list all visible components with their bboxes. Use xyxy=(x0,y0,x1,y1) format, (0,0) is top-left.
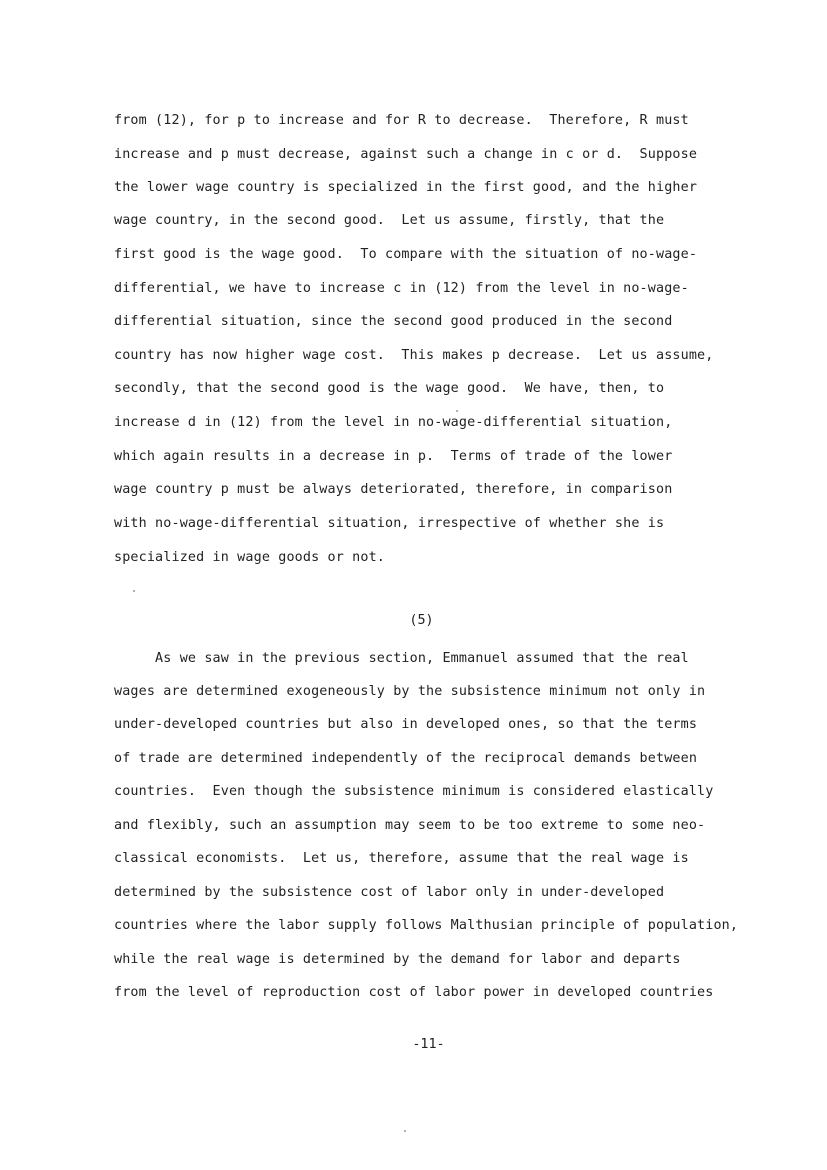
text-line: secondly, that the second good is the wage good. We have, then, to xyxy=(114,381,665,396)
text-line: while the real wage is determined by the demand for labor and departs xyxy=(114,952,681,967)
text-line: country has now higher wage cost. This makes p decrease. Let us assume, xyxy=(114,348,714,363)
text-line: which again results in a decrease in p. Terms of trade of the lower xyxy=(114,449,673,464)
scan-speck xyxy=(133,590,135,592)
text-line: first good is the wage good. To compare with the situation of no-wage- xyxy=(114,247,698,262)
text-line: countries where the labor supply follows Malthusian principle of population, xyxy=(114,918,739,933)
text-line: countries. Even though the subsistence minimum is considered elastically xyxy=(114,784,714,799)
text-line: classical economists. Let us, therefore, assume that the real wage is xyxy=(114,851,689,866)
text-line: increase and p must decrease, against such a change in c or d. Suppose xyxy=(114,147,698,162)
text-line: from the level of reproduction cost of labor power in developed countries xyxy=(114,985,714,1000)
text-line: and flexibly, such an assumption may seem to be too extreme to some neo- xyxy=(114,818,706,833)
text-line: wages are determined exogeneously by the subsistence minimum not only in xyxy=(114,684,706,699)
text-line: of trade are determined independently of the reciprocal demands between xyxy=(114,751,698,766)
text-line: increase d in (12) from the level in no-wage-differential situation, xyxy=(114,415,673,430)
text-line: determined by the subsistence cost of labor only in under-developed xyxy=(114,885,665,900)
text-line: from (12), for p to increase and for R to decrease. Therefore, R must xyxy=(114,113,689,128)
text-line: wage country p must be always deteriorated, therefore, in comparison xyxy=(114,482,673,497)
text-line: differential, we have to increase c in (12) from the level in no-wage- xyxy=(114,281,689,296)
page-number: -11- xyxy=(412,1037,445,1052)
section-heading: (5) xyxy=(409,613,434,628)
text-line: with no-wage-differential situation, irrespective of whether she is xyxy=(114,516,665,531)
scan-speck xyxy=(404,1130,406,1132)
text-line: differential situation, since the second good produced in the second xyxy=(114,314,673,329)
text-line: specialized in wage goods or not. xyxy=(114,550,385,565)
text-line: As we saw in the previous section, Emmanuel assumed that the real xyxy=(114,651,689,666)
scan-speck xyxy=(456,410,458,412)
text-line: wage country, in the second good. Let us assume, firstly, that the xyxy=(114,213,665,228)
text-line: under-developed countries but also in developed ones, so that the terms xyxy=(114,717,698,732)
text-line: the lower wage country is specialized in the first good, and the higher xyxy=(114,180,698,195)
